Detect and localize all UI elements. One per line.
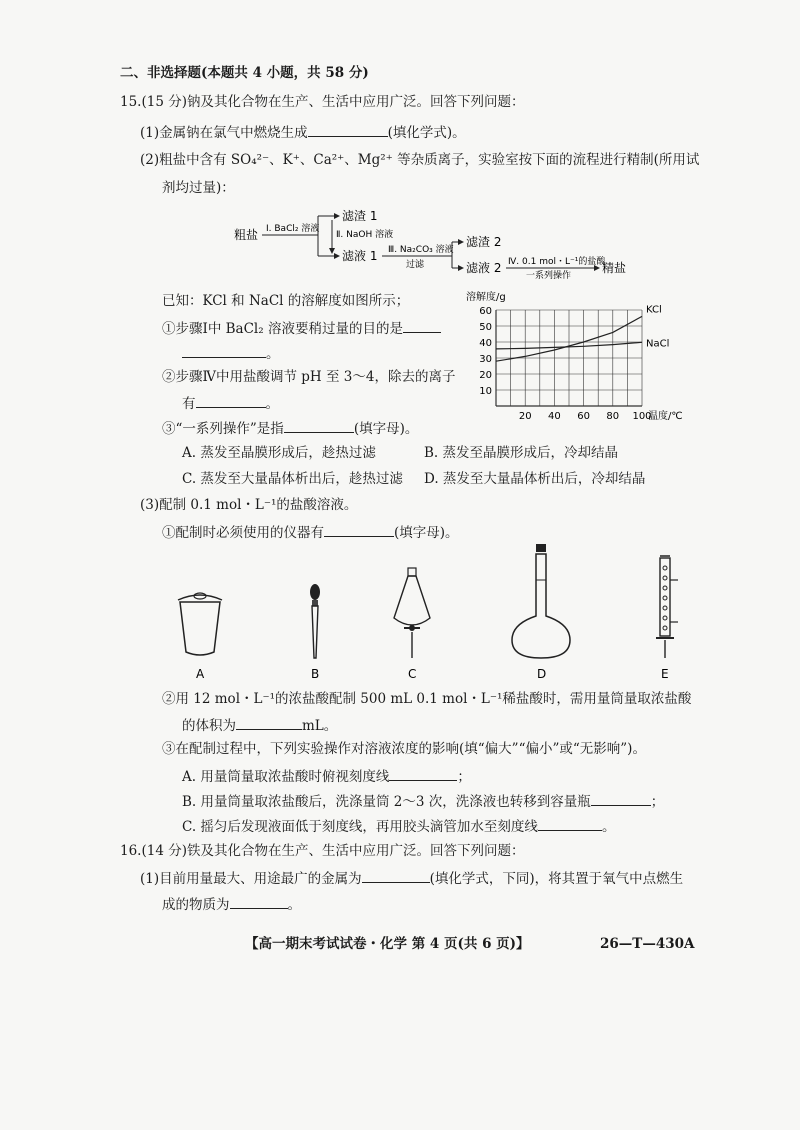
separatory-funnel-icon xyxy=(394,568,430,658)
y-tick-label: 20 xyxy=(479,370,492,381)
option-d: D. 蒸发至大量晶体析出后，冷却结晶 xyxy=(424,471,646,487)
flow-step4-ops: 一系列操作 xyxy=(526,271,572,280)
q16-part1 xyxy=(140,868,683,888)
answer-blank[interactable] xyxy=(403,318,441,333)
q15-part3-sub3-b-text: B. 用量筒量取浓盐酸后，洗涤量筒 2～3 次，洗涤液也转移到容量瓶 xyxy=(182,794,591,810)
period: 。 xyxy=(287,897,301,913)
instrument-label-b: B xyxy=(311,667,320,681)
q16-part1-text: (1)目前用量最大、用途最广的金属为 xyxy=(140,871,362,887)
section-title: 二、非选择题(本题共 4 小题，共 58 分) xyxy=(120,65,369,81)
y-tick-label: 10 xyxy=(479,386,492,397)
option-c: C. 蒸发至大量晶体析出后，趁热过滤 xyxy=(182,471,403,487)
q15-sub2: ②步骤Ⅳ中用盐酸调节 pH 至 3～4，除去的离子 xyxy=(162,369,456,385)
y-tick-label: 60 xyxy=(479,306,492,317)
footer-title: 【高一期末考试试卷・化学 第 4 页(共 6 页)】 xyxy=(245,936,530,952)
answer-blank[interactable] xyxy=(284,418,354,433)
q15-sub1-cont xyxy=(182,343,280,363)
flow-start: 粗盐 xyxy=(234,228,259,242)
dropper-icon xyxy=(310,584,320,658)
q15-part3-sub3-c xyxy=(182,816,615,836)
flow-step3: Ⅲ. Na₂CO₃ 溶液 xyxy=(388,245,454,255)
q15-part3-sub1 xyxy=(162,522,459,542)
answer-blank[interactable] xyxy=(196,393,266,408)
q15-part3-sub3-c-text: C. 摇匀后发现液面低于刻度线，再用胶头滴管加水至刻度线 xyxy=(182,819,538,835)
q15-sub3-hint: (填字母)。 xyxy=(353,421,419,437)
answer-blank[interactable] xyxy=(182,343,266,358)
known-statement: 已知：KCl 和 NaCl 的溶解度如图所示； xyxy=(162,293,410,309)
y-tick-label: 50 xyxy=(479,322,492,333)
q15-part3-sub1-text: ①配制时必须使用的仪器有 xyxy=(162,525,324,541)
instrument-label-a: A xyxy=(196,667,205,681)
x-tick-label: 40 xyxy=(548,411,561,422)
x-tick-label: 100 xyxy=(632,411,652,422)
q16-part1-cont xyxy=(162,894,301,914)
purification-flow-diagram xyxy=(230,206,650,280)
q16-part1-product: 成的物质为 xyxy=(162,897,230,913)
instrument-label-d: D xyxy=(537,667,547,681)
q15-part1-hint: (填化学式)。 xyxy=(387,125,466,141)
q15-part3-sub3-a xyxy=(182,766,471,786)
footer-code: 26—T—430A xyxy=(600,936,695,952)
q15-part3-sub3-a-text: A. 用量筒量取浓盐酸时俯视刻度线 xyxy=(182,769,390,785)
x-tick-label: 20 xyxy=(518,411,532,422)
series-label-nacl: NaCl xyxy=(646,338,670,350)
q15-part3-sub3-b xyxy=(182,791,664,811)
q15-part2-text: (2)粗盐中含有 SO₄²⁻、K⁺、Ca²⁺、Mg²⁺ 等杂质离子，实验室按下面的流程进行精制(所用试 xyxy=(140,152,700,168)
period: 。 xyxy=(266,346,280,362)
semicolon: ； xyxy=(650,794,665,810)
q15-intro: 15.(15 分)钠及其化合物在生产、生活中应用广泛。回答下列问题： xyxy=(120,94,525,110)
lab-instruments xyxy=(160,540,720,685)
flow-step3-filter: 过滤 xyxy=(406,260,425,270)
q15-sub3 xyxy=(162,418,418,438)
option-b: B. 蒸发至晶膜形成后，冷却结晶 xyxy=(424,445,619,461)
period: 。 xyxy=(601,819,616,835)
flow-filtrate1: 滤液 1 xyxy=(342,249,378,263)
q16-part1-hint: (填化学式，下同)，将其置于氧气中点燃生 xyxy=(429,871,684,887)
flow-residue2: 滤渣 2 xyxy=(466,235,502,249)
q15-part3-sub2-volume: 的体积为 xyxy=(182,718,236,734)
x-axis-label: 温度/℃ xyxy=(648,411,683,422)
q15-part2-text-cont: 剂均过量)： xyxy=(162,180,235,196)
x-tick-label: 80 xyxy=(606,411,620,422)
q15-sub3-text: ③“一系列操作”是指 xyxy=(162,421,284,437)
answer-blank[interactable] xyxy=(389,766,457,781)
q15-sub2-cont xyxy=(182,393,279,413)
y-axis-label: 溶解度/g xyxy=(466,292,506,303)
q15-part1-text: (1)金属钠在氯气中燃烧生成 xyxy=(140,125,308,141)
solubility-chart xyxy=(462,286,702,426)
q15-part1 xyxy=(140,122,466,142)
answer-blank[interactable] xyxy=(324,522,394,537)
burette-icon xyxy=(656,556,678,658)
answer-blank[interactable] xyxy=(236,715,302,730)
flow-step1: Ⅰ. BaCl₂ 溶液 xyxy=(266,224,320,234)
q15-sub1-text: ①步骤Ⅰ中 BaCl₂ 溶液要稍过量的目的是 xyxy=(162,321,403,337)
instrument-label-e: E xyxy=(661,667,669,681)
flow-residue1: 滤渣 1 xyxy=(342,209,378,223)
option-a: A. 蒸发至晶膜形成后，趁热过滤 xyxy=(182,445,376,461)
crucible-icon xyxy=(178,593,222,655)
q15-sub2-have: 有 xyxy=(182,396,196,412)
period: 。 xyxy=(265,396,279,412)
q15-part3: (3)配制 0.1 mol・L⁻¹的盐酸溶液。 xyxy=(140,497,358,513)
unit-ml: mL。 xyxy=(302,718,338,734)
flow-filtrate2: 滤液 2 xyxy=(466,261,502,275)
answer-blank[interactable] xyxy=(591,791,651,806)
q15-part3-sub2-cont xyxy=(182,715,337,735)
flow-step2: Ⅱ. NaOH 溶液 xyxy=(336,230,394,240)
answer-blank[interactable] xyxy=(230,894,288,909)
q15-part3-sub2: ②用 12 mol・L⁻¹的浓盐酸配制 500 mL 0.1 mol・L⁻¹稀盐酸时，需用量筒量取浓盐酸 xyxy=(162,691,692,707)
q16-intro: 16.(14 分)铁及其化合物在生产、生活中应用广泛。回答下列问题： xyxy=(120,843,525,859)
y-tick-label: 30 xyxy=(479,354,492,365)
volumetric-flask-icon xyxy=(512,544,570,658)
semicolon: ； xyxy=(457,769,471,785)
q15-part3-sub1-hint: (填字母)。 xyxy=(394,525,459,541)
answer-blank[interactable] xyxy=(362,868,430,883)
y-tick-label: 40 xyxy=(479,338,492,349)
q15-sub1 xyxy=(162,318,441,338)
x-tick-label: 60 xyxy=(577,411,590,422)
flow-step4: Ⅳ. 0.1 mol・L⁻¹的盐酸 xyxy=(508,257,606,267)
instrument-label-c: C xyxy=(408,667,417,681)
answer-blank[interactable] xyxy=(538,816,602,831)
answer-blank[interactable] xyxy=(308,122,388,137)
series-label-kcl: KCl xyxy=(646,304,662,316)
q15-part3-sub3: ③在配制过程中，下列实验操作对溶液浓度的影响(填“偏大”“偏小”或“无影响”)。 xyxy=(162,741,646,757)
flow-product: 精盐 xyxy=(602,261,627,275)
